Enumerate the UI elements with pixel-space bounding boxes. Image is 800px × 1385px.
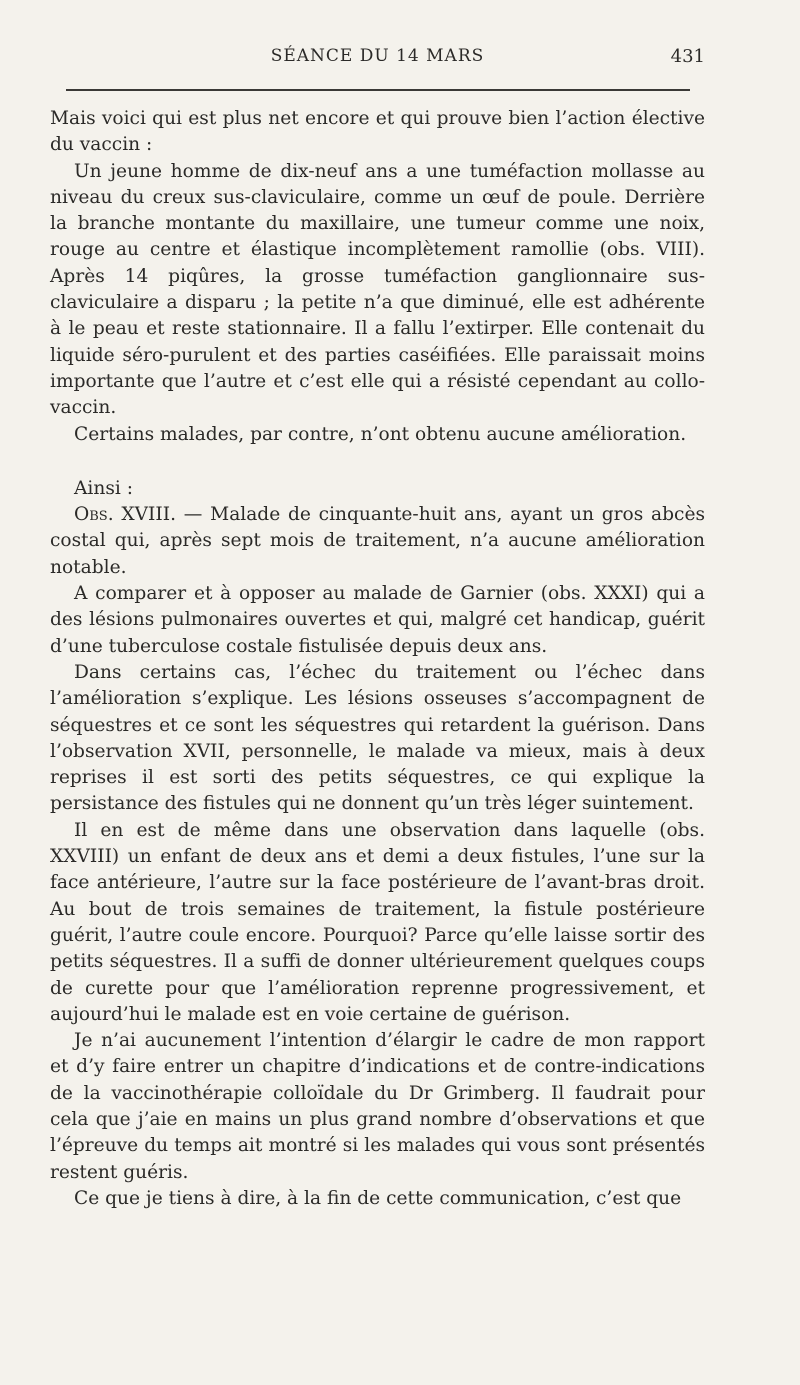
paragraph-echec: Dans certains cas, l’échec du traitement ou l’échec dans l’amélioration s’explique. Les lésions osseuses s’accompagnent de séquestres et ce sont les séquestres qui retardent la guérison. Dans l’observation XVII, personnelle, le malade va mieux, mais à deux reprises il est sorti des petits séquestres, ce qui explique la persistance des fistules qui ne donnent qu’un très léger suintement.: [50, 661, 705, 815]
paragraph-ainsi: Ainsi :: [74, 477, 134, 499]
body-text: [50, 106, 705, 1212]
paragraph-no-improvement: Certains malades, par contre, n’ont obtenu aucune amélioration.: [74, 423, 687, 445]
obs-label: Obs. XVIII. —: [74, 504, 203, 526]
paragraph-garnier: A comparer et à opposer au malade de Garnier (obs. XXXI) qui a des lésions pulmonaires ouvertes et qui, malgré cet handicap, guérit d’une tuberculose costale fistulisée depuis deux ans.: [50, 583, 705, 657]
document-page: [50, 0, 705, 1385]
paragraph-intention: Je n’ai aucunement l’intention d’élargir le cadre de mon rapport et d’y faire entrer un chapitre d’indications et de contre-indications de la vaccinothérapie colloïdale du Dr Grimberg. Il faudrait pour cela que j’aie en mains un plus grand nombre d’observations et que l’épreuve du temps ait montré si les malades qui vous sont présentés restent guéris.: [50, 1030, 705, 1183]
paragraph-conclusion: Ce que je tiens à dire, à la fin de cette communication, c’est que: [74, 1187, 682, 1209]
page-header: [50, 46, 705, 72]
running-title: SÉANCE DU 14 MARS: [270, 46, 485, 66]
paragraph-intro: Mais voici qui est plus net encore et qui prouve bien l’action élective du vaccin :: [50, 108, 705, 156]
paragraph-obs-xxviii: Il en est de même dans une observation dans laquelle (obs. XXVIII) un enfant de deux ans et demi a deux fistules, l’une sur la face antérieure, l’autre sur la face postérieure de l’avant-bras droit. Au bout de trois semaines de traitement, la fistule postérieure guérit, l’autre coule encore. Pourquoi? Parce qu’elle laisse sortir des petits séquestres. Il a suffi de donner ultérieurement quelques coups de curette pour que l’amélioration reprenne progressivement, et aujourd’hui le malade est en voie certaine de guérison.: [50, 819, 705, 1025]
page-number: 431: [670, 46, 705, 67]
paragraph-case-young-man: Un jeune homme de dix-neuf ans a une tuméfaction mollasse au niveau du creux sus-claviculaire, comme un œuf de poule. Derrière la branche montante du maxillaire, une tumeur comme une noix, rouge au centre et élastique incomplètement ramollie (obs. VIII). Après 14 piqûres, la grosse tuméfaction ganglionnaire sus-claviculaire a disparu ; la petite n’a que diminué, elle est adhérente à le peau et reste stationnaire. Il a fallu l’extirper. Elle contenait du liquide séro-purulent et des parties caséifiées. Elle paraissait moins importante que l’autre et c’est elle qui a résisté cependant au collo-vaccin.: [50, 160, 705, 419]
obs-text: Malade de cinquante-huit ans, ayant un gros abcès costal qui, après sept mois de traitement, n’a aucune amélioration notable.: [50, 504, 705, 578]
paragraph-obs-xviii: [50, 502, 705, 581]
header-rule: [66, 89, 690, 91]
